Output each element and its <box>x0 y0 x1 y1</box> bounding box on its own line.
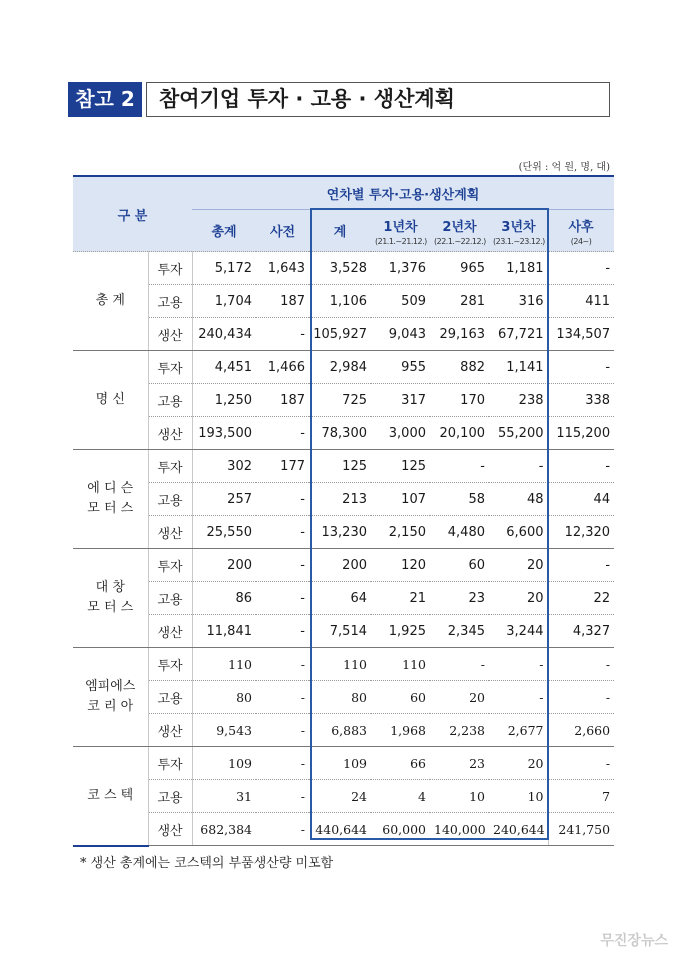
value-cell: 80 <box>192 681 256 714</box>
value-cell: 115,200 <box>548 417 614 450</box>
value-cell: 60,000 <box>371 813 430 846</box>
value-cell: 1,181 <box>489 252 548 285</box>
value-cell: 241,750 <box>548 813 614 846</box>
table-row <box>73 813 614 846</box>
value-cell: - <box>489 681 548 714</box>
value-cell: 193,500 <box>192 417 256 450</box>
table-row <box>73 285 614 318</box>
header-total: 총계 <box>192 210 256 252</box>
value-cell: 7 <box>548 780 614 813</box>
value-cell: 125 <box>309 450 371 483</box>
value-cell: 1,106 <box>309 285 371 318</box>
value-cell: 60 <box>430 549 489 582</box>
value-cell: 4 <box>371 780 430 813</box>
value-cell: 213 <box>309 483 371 516</box>
value-cell: - <box>548 681 614 714</box>
table-row <box>73 714 614 747</box>
value-cell: - <box>256 483 309 516</box>
value-cell: - <box>430 648 489 681</box>
value-cell: 20,100 <box>430 417 489 450</box>
metric-label: 고용 <box>148 285 192 318</box>
table-row <box>73 582 614 615</box>
metric-label: 생산 <box>148 714 192 747</box>
value-cell: 9,043 <box>371 318 430 351</box>
value-cell: - <box>489 648 548 681</box>
value-cell: 25,550 <box>192 516 256 549</box>
value-cell: 338 <box>548 384 614 417</box>
value-cell: 44 <box>548 483 614 516</box>
value-cell: 440,644 <box>309 813 371 846</box>
value-cell: 64 <box>309 582 371 615</box>
value-cell: - <box>548 549 614 582</box>
value-cell: 109 <box>309 747 371 780</box>
value-cell: - <box>256 417 309 450</box>
value-cell: 80 <box>309 681 371 714</box>
value-cell: 20 <box>489 549 548 582</box>
value-cell: - <box>548 747 614 780</box>
unit-note: (단위 : 억 원, 명, 대) <box>518 162 610 173</box>
value-cell: 12,320 <box>548 516 614 549</box>
value-cell: 109 <box>192 747 256 780</box>
value-cell: 3,528 <box>309 252 371 285</box>
value-cell: 20 <box>489 582 548 615</box>
value-cell: 882 <box>430 351 489 384</box>
metric-label: 투자 <box>148 252 192 285</box>
metric-label: 투자 <box>148 450 192 483</box>
table-row <box>73 516 614 549</box>
table-row <box>73 747 614 780</box>
header-sum: 계 <box>309 210 371 252</box>
value-cell: 48 <box>489 483 548 516</box>
value-cell: 3,244 <box>489 615 548 648</box>
value-cell: 187 <box>256 285 309 318</box>
value-cell: 1,968 <box>371 714 430 747</box>
value-cell: 5,172 <box>192 252 256 285</box>
value-cell: 78,300 <box>309 417 371 450</box>
value-cell: 1,704 <box>192 285 256 318</box>
value-cell: 107 <box>371 483 430 516</box>
value-cell: 2,984 <box>309 351 371 384</box>
value-cell: 110 <box>309 648 371 681</box>
value-cell: 187 <box>256 384 309 417</box>
value-cell: 4,480 <box>430 516 489 549</box>
value-cell: 257 <box>192 483 256 516</box>
value-cell: 2,345 <box>430 615 489 648</box>
value-cell: 110 <box>371 648 430 681</box>
table-row <box>73 681 614 714</box>
metric-label: 고용 <box>148 384 192 417</box>
value-cell: 55,200 <box>489 417 548 450</box>
table-row <box>73 318 614 351</box>
table-row <box>73 549 614 582</box>
value-cell: 7,514 <box>309 615 371 648</box>
value-cell: 170 <box>430 384 489 417</box>
header-pre: 사전 <box>256 210 309 252</box>
company-name: 명 신 <box>73 351 148 450</box>
value-cell: 3,000 <box>371 417 430 450</box>
metric-label: 고용 <box>148 483 192 516</box>
value-cell: 955 <box>371 351 430 384</box>
value-cell: 120 <box>371 549 430 582</box>
value-cell: 125 <box>371 450 430 483</box>
value-cell: 20 <box>430 681 489 714</box>
value-cell: 317 <box>371 384 430 417</box>
metric-label: 투자 <box>148 549 192 582</box>
value-cell: 1,466 <box>256 351 309 384</box>
value-cell: 6,600 <box>489 516 548 549</box>
company-name: 총 계 <box>73 252 148 351</box>
company-name: 엠피에스 코 리 아 <box>73 648 148 747</box>
value-cell: 66 <box>371 747 430 780</box>
value-cell: 10 <box>430 780 489 813</box>
watermark: 무진장뉴스 <box>600 933 668 949</box>
title-bar <box>68 82 610 117</box>
header-year3: 3년차 (23.1.~23.12.) <box>489 210 548 252</box>
value-cell: 281 <box>430 285 489 318</box>
value-cell: - <box>489 450 548 483</box>
value-cell: 31 <box>192 780 256 813</box>
metric-label: 투자 <box>148 351 192 384</box>
value-cell: 411 <box>548 285 614 318</box>
value-cell: 58 <box>430 483 489 516</box>
value-cell: - <box>256 648 309 681</box>
value-cell: 110 <box>192 648 256 681</box>
value-cell: 134,507 <box>548 318 614 351</box>
company-name: 대 창 모 터 스 <box>73 549 148 648</box>
value-cell: 2,150 <box>371 516 430 549</box>
value-cell: 238 <box>489 384 548 417</box>
value-cell: 2,238 <box>430 714 489 747</box>
table-row <box>73 483 614 516</box>
value-cell: - <box>256 615 309 648</box>
value-cell: 29,163 <box>430 318 489 351</box>
value-cell: 316 <box>489 285 548 318</box>
value-cell: 105,927 <box>309 318 371 351</box>
value-cell: - <box>256 714 309 747</box>
value-cell: 23 <box>430 582 489 615</box>
value-cell: - <box>548 252 614 285</box>
company-name: 코 스 텍 <box>73 747 148 846</box>
value-cell: 20 <box>489 747 548 780</box>
value-cell: - <box>430 450 489 483</box>
header-yearly-plan: 연차별 투자·고용·생산계획 <box>192 176 614 210</box>
value-cell: 9,543 <box>192 714 256 747</box>
value-cell: - <box>256 747 309 780</box>
table-row <box>73 351 614 384</box>
company-name: 에 디 슨 모 터 스 <box>73 450 148 549</box>
metric-label: 생산 <box>148 615 192 648</box>
header-year2: 2년차 (22.1.~22.12.) <box>430 210 489 252</box>
value-cell: 1,141 <box>489 351 548 384</box>
value-cell: 240,434 <box>192 318 256 351</box>
value-cell: 6,883 <box>309 714 371 747</box>
metric-label: 생산 <box>148 516 192 549</box>
footnote: * 생산 총계에는 코스텍의 부품생산량 미포함 <box>80 856 334 871</box>
value-cell: 4,451 <box>192 351 256 384</box>
value-cell: - <box>256 780 309 813</box>
value-cell: 10 <box>489 780 548 813</box>
metric-label: 고용 <box>148 780 192 813</box>
value-cell: 725 <box>309 384 371 417</box>
header-post: 사후 (24~) <box>548 210 614 252</box>
table-row <box>73 648 614 681</box>
metric-label: 투자 <box>148 747 192 780</box>
metric-label: 생산 <box>148 417 192 450</box>
table-row <box>73 252 614 285</box>
table-row <box>73 450 614 483</box>
value-cell: 240,644 <box>489 813 548 846</box>
value-cell: - <box>256 516 309 549</box>
value-cell: 22 <box>548 582 614 615</box>
value-cell: 23 <box>430 747 489 780</box>
value-cell: 200 <box>309 549 371 582</box>
value-cell: 67,721 <box>489 318 548 351</box>
page-title: 참여기업 투자 · 고용 · 생산계획 <box>146 82 610 117</box>
value-cell: - <box>548 351 614 384</box>
reference-badge: 참고 2 <box>68 82 142 117</box>
value-cell: 24 <box>309 780 371 813</box>
value-cell: - <box>256 318 309 351</box>
value-cell: - <box>256 813 309 846</box>
value-cell: 2,677 <box>489 714 548 747</box>
table-row <box>73 417 614 450</box>
metric-label: 고용 <box>148 582 192 615</box>
value-cell: 1,643 <box>256 252 309 285</box>
header-year1: 1년차 (21.1.~21.12.) <box>371 210 430 252</box>
value-cell: 60 <box>371 681 430 714</box>
table-row <box>73 384 614 417</box>
value-cell: 2,660 <box>548 714 614 747</box>
value-cell: 11,841 <box>192 615 256 648</box>
metric-label: 생산 <box>148 813 192 846</box>
value-cell: 509 <box>371 285 430 318</box>
value-cell: 140,000 <box>430 813 489 846</box>
value-cell: 177 <box>256 450 309 483</box>
metric-label: 생산 <box>148 318 192 351</box>
value-cell: 302 <box>192 450 256 483</box>
value-cell: 200 <box>192 549 256 582</box>
value-cell: 965 <box>430 252 489 285</box>
value-cell: 21 <box>371 582 430 615</box>
value-cell: 1,376 <box>371 252 430 285</box>
table-row <box>73 615 614 648</box>
header-category: 구 분 <box>73 176 192 252</box>
value-cell: - <box>256 681 309 714</box>
metric-label: 투자 <box>148 648 192 681</box>
metric-label: 고용 <box>148 681 192 714</box>
plan-table <box>73 175 614 847</box>
value-cell: - <box>548 450 614 483</box>
value-cell: 4,327 <box>548 615 614 648</box>
value-cell: 682,384 <box>192 813 256 846</box>
table-row <box>73 780 614 813</box>
value-cell: 1,925 <box>371 615 430 648</box>
value-cell: - <box>256 582 309 615</box>
value-cell: - <box>256 549 309 582</box>
value-cell: - <box>548 648 614 681</box>
value-cell: 86 <box>192 582 256 615</box>
value-cell: 1,250 <box>192 384 256 417</box>
value-cell: 13,230 <box>309 516 371 549</box>
